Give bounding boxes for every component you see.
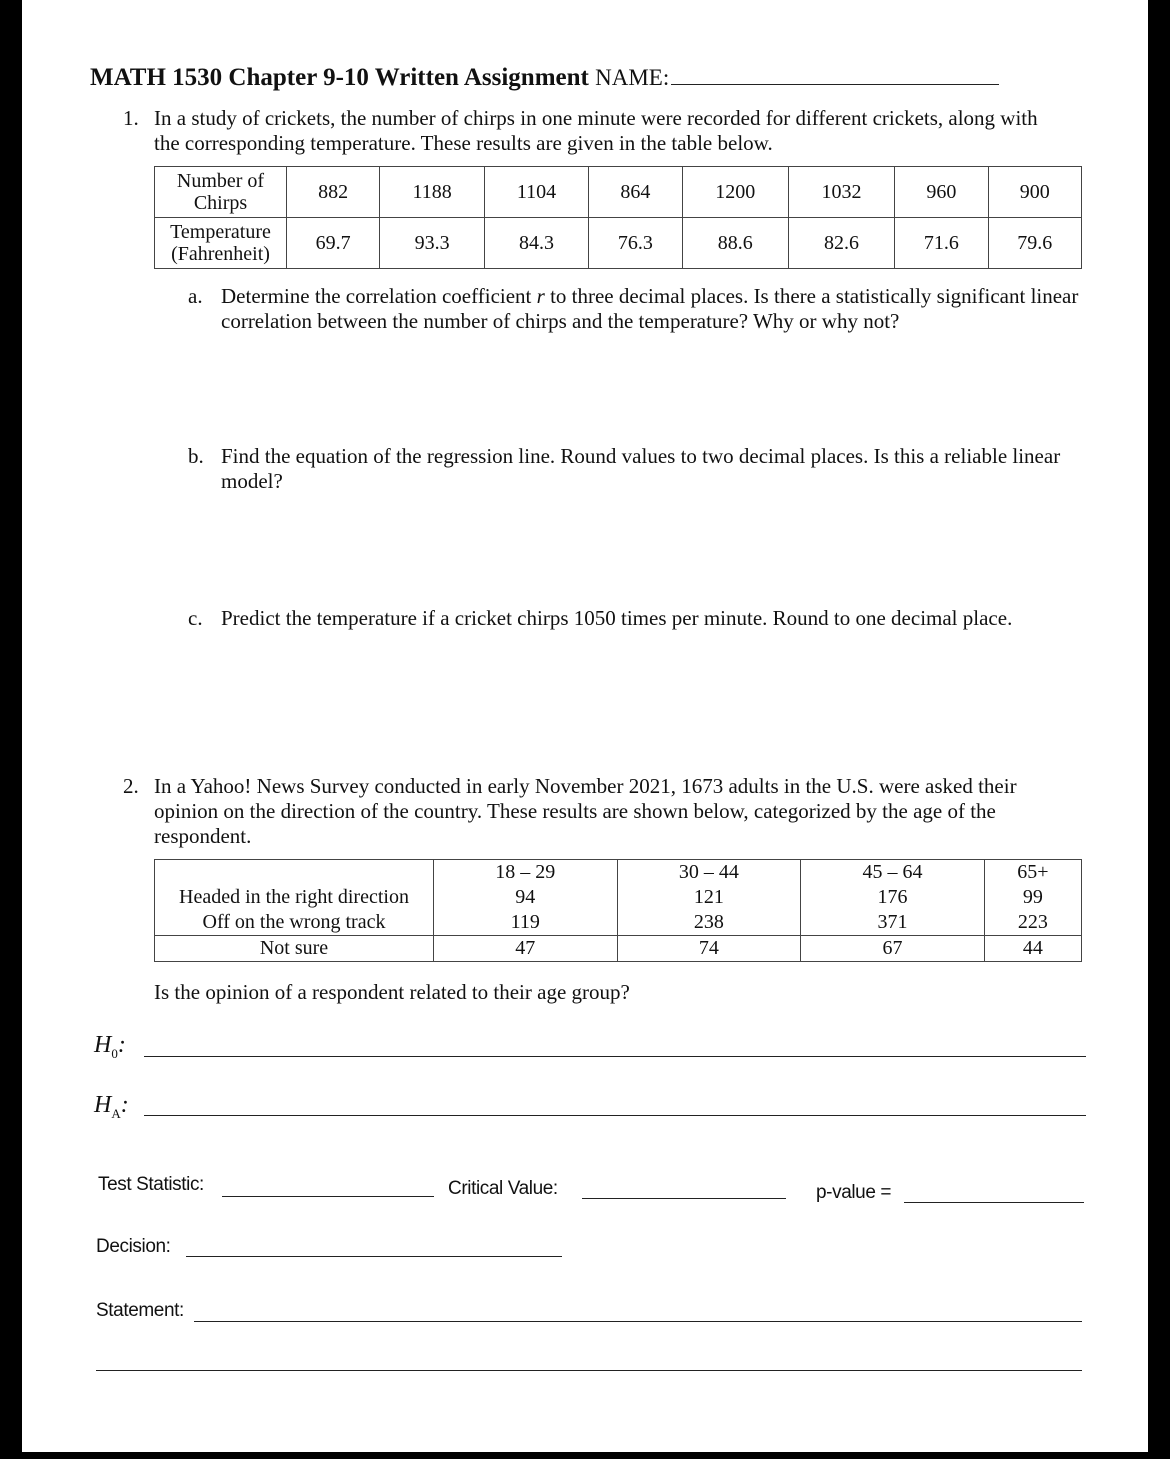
statement-line-2[interactable] (96, 1370, 1082, 1371)
question-2-number: 2. (123, 774, 139, 798)
statement-label: Statement: (96, 1300, 184, 1321)
table-row (155, 910, 1082, 936)
table-cell: 93.3 (380, 218, 484, 269)
table-cell: 44 (984, 936, 1081, 962)
null-hypothesis-line[interactable] (144, 1056, 1086, 1057)
table-cell: 76.3 (589, 218, 682, 269)
row-label-chirps: Number of Chirps (155, 167, 287, 218)
age-group-header: 45 – 64 (801, 860, 985, 886)
table-cell: 71.6 (895, 218, 988, 269)
part-a-text (221, 284, 1091, 334)
table-cell: 238 (617, 910, 801, 936)
p-value-line[interactable] (904, 1202, 1084, 1203)
table-cell: 1188 (380, 167, 484, 218)
table-cell: 74 (617, 936, 801, 962)
table-cell: 119 (434, 910, 618, 936)
table-cell: 1032 (788, 167, 894, 218)
table-cell: 1200 (682, 167, 788, 218)
decision-line[interactable] (186, 1256, 562, 1257)
age-group-header: 65+ (984, 860, 1081, 886)
row-label-temperature: Temperature (Fahrenheit) (155, 218, 287, 269)
table-row (155, 860, 1082, 886)
part-a-text-end: to three decimal places. Is there a statistically significant linear correlation between the number of chirps and the temperature? Why or why not? (221, 284, 1079, 333)
row-label: Off on the wrong track (155, 910, 434, 936)
title-text: MATH 1530 Chapter 9-10 Written Assignment (90, 64, 589, 91)
h0-subscript: 0 (111, 1045, 118, 1061)
h0-symbol: H (94, 1032, 112, 1058)
table-cell: 69.7 (287, 218, 380, 269)
table-row (155, 936, 1082, 962)
table-cell: 864 (589, 167, 682, 218)
table-cell: 1104 (484, 167, 588, 218)
question-2-text: In a Yahoo! News Survey conducted in early November 2021, 1673 adults in the U.S. were asked their opinion on the direction of the country. These results are shown below, categorized by the age of the respondent. (154, 774, 1017, 848)
table-cell: 84.3 (484, 218, 588, 269)
table-cell: 99 (984, 885, 1081, 910)
part-a-label: a. (188, 284, 203, 308)
part-a-text-start: Determine the correlation coefficient (221, 284, 537, 308)
table-row (155, 167, 1082, 218)
part-c-text: Predict the temperature if a cricket chirps 1050 times per minute. Round to one decimal place. (221, 606, 1013, 630)
part-c-label: c. (188, 606, 203, 630)
p-value-label: p-value = (816, 1182, 892, 1203)
table-cell: 88.6 (682, 218, 788, 269)
table-cell: 67 (801, 936, 985, 962)
age-group-header: 18 – 29 (434, 860, 618, 886)
r-variable: r (536, 284, 545, 308)
table-cell: 94 (434, 885, 618, 910)
table-cell: 176 (801, 885, 985, 910)
table-row (155, 218, 1082, 269)
critical-value-line[interactable] (582, 1198, 786, 1199)
table-cell: 47 (434, 936, 618, 962)
null-hypothesis-label: $H_0$: (94, 1032, 126, 1061)
worksheet-title (90, 64, 999, 92)
age-group-header: 30 – 44 (617, 860, 801, 886)
name-label: NAME: (595, 65, 670, 90)
row-label: Headed in the right direction (155, 885, 434, 910)
table-cell: 960 (895, 167, 988, 218)
question-1-text: In a study of crickets, the number of chirps in one minute were recorded for different crickets, along with the corresponding temperature. These results are given in the table below. (154, 106, 1038, 155)
table-cell: 82.6 (788, 218, 894, 269)
table-cell: 79.6 (988, 218, 1081, 269)
table-header-blank (155, 860, 434, 886)
critical-value-label: Critical Value: (448, 1178, 558, 1199)
question-1-number: 1. (123, 106, 139, 130)
table-cell: 371 (801, 910, 985, 936)
worksheet-page (22, 0, 1148, 1452)
part-b-label: b. (188, 444, 204, 468)
ha-symbol: H (94, 1092, 112, 1118)
test-statistic-line[interactable] (222, 1196, 434, 1197)
survey-table (154, 859, 1082, 962)
table-cell: 900 (988, 167, 1081, 218)
statement-line[interactable] (194, 1321, 1082, 1322)
row-label: Not sure (155, 936, 434, 962)
ha-subscript: A (111, 1105, 121, 1121)
table-row (155, 885, 1082, 910)
test-statistic-label: Test Statistic: (98, 1174, 204, 1195)
alt-hypothesis-line[interactable] (144, 1115, 1086, 1116)
part-b-text: Find the equation of the regression line. Round values to two decimal places. Is this a reliable linear model? (221, 444, 1061, 493)
question-2-prompt: Is the opinion of a respondent related to their age group? (154, 980, 630, 1004)
table-cell: 882 (287, 167, 380, 218)
cricket-table (154, 166, 1082, 269)
table-cell: 121 (617, 885, 801, 910)
decision-label: Decision: (96, 1236, 171, 1257)
name-blank[interactable] (671, 66, 999, 85)
table-cell: 223 (984, 910, 1081, 936)
alt-hypothesis-label: $H_A$: (94, 1092, 129, 1121)
